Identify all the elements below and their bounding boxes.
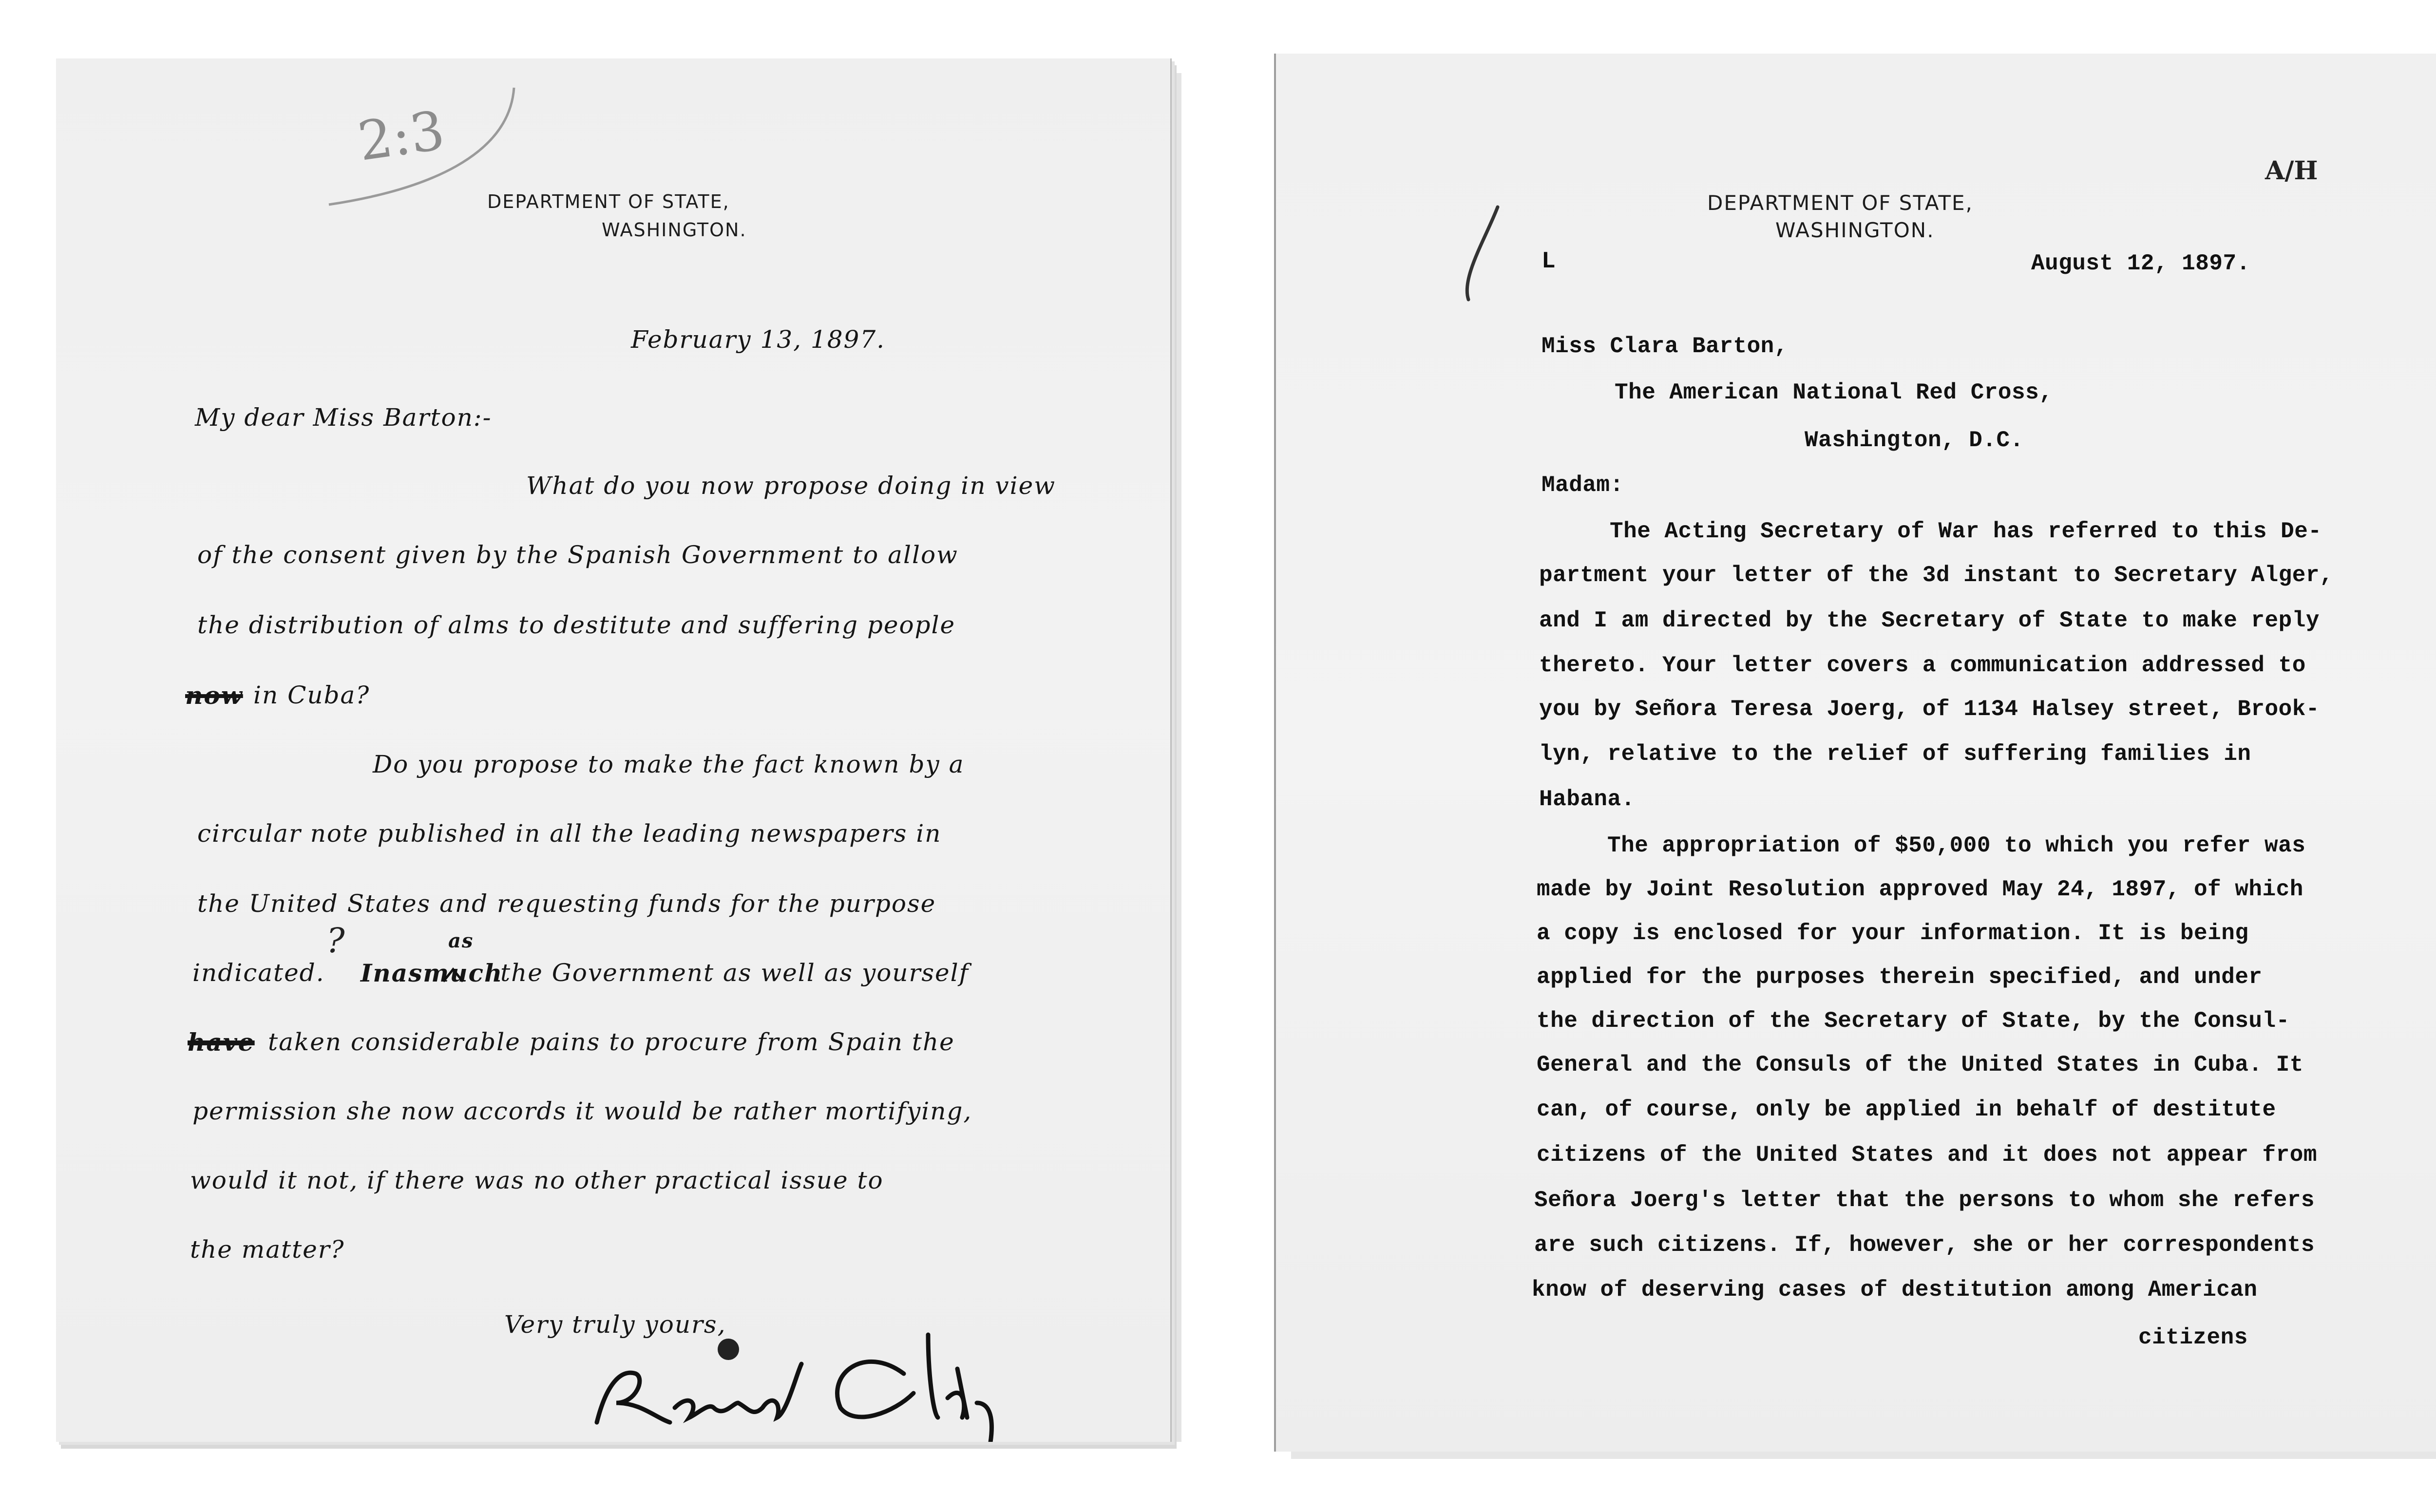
right-body-line: the direction of the Secretary of State, by the Consul- [1537, 1008, 2290, 1034]
right-body-line: made by Joint Resolution approved May 24, 1897, of which [1537, 877, 2303, 902]
right-body-line: partment your letter of the 3d instant to Secretary Alger, [1539, 563, 2334, 588]
right-letter-salutation: Madam: [1542, 472, 1624, 498]
address-line: The American National Red Cross, [1615, 380, 2053, 405]
right-body-line: thereto. Your letter covers a communication addressed to [1539, 653, 2306, 678]
insertion-as: as [448, 929, 474, 952]
left-body-line: the matter? [190, 1235, 345, 1264]
left-letter-page [56, 58, 1172, 1442]
left-letter-salutation: My dear Miss Barton:- [195, 403, 492, 432]
left-body-line: would it not, if there was no other practical issue to [190, 1166, 884, 1194]
right-letter-date: August 12, 1897. [2031, 251, 2250, 276]
left-body-line: of the consent given by the Spanish Government to allow [197, 541, 958, 569]
right-body-line: and I am directed by the Secretary of State to make reply [1539, 608, 2320, 633]
inserted-question-mark: ? [326, 921, 345, 961]
right-body-line: General and the Consuls of the United States in Cuba. It [1537, 1052, 2303, 1077]
right-letterhead-line1: DEPARTMENT OF STATE, [1707, 191, 1973, 215]
address-line: Miss Clara Barton, [1542, 334, 1788, 359]
left-body-line: the Government as well as yourself [500, 959, 970, 987]
left-body-line: taken considerable pains to procure from Spain the [268, 1028, 955, 1056]
right-body-line: can, of course, only be applied in behalf of destitute [1537, 1097, 2276, 1122]
right-body-line: Habana. [1539, 787, 1635, 812]
struck-word: now [185, 681, 243, 710]
left-letter-date: February 13, 1897. [631, 325, 886, 354]
file-mark: A/H [2265, 156, 2318, 186]
right-body-line: citizens of the United States and it does not appear from [1537, 1142, 2317, 1168]
binding-gap [1184, 39, 1276, 1476]
right-body-line: lyn, relative to the relief of suffering families in [1539, 741, 2251, 767]
left-body-line: What do you now propose doing in view [526, 472, 1056, 500]
catchword: citizens [2138, 1325, 2248, 1350]
left-body-line: Do you propose to make the fact known by a [373, 750, 965, 778]
address-line: Washington, D.C. [1805, 428, 2024, 453]
right-body-line: The appropriation of $50,000 to which you refer was [1607, 833, 2306, 858]
right-body-line: know of deserving cases of destitution among American [1532, 1277, 2258, 1303]
right-letter-page [1274, 54, 2436, 1452]
left-letterhead-line1: DEPARTMENT OF STATE, [487, 191, 730, 212]
left-letter-closing: Very truly yours, [504, 1310, 726, 1339]
margin-mark: L [1542, 248, 1556, 275]
left-body-line: circular note published in all the leading newspapers in [197, 819, 942, 848]
left-body-line: indicated. [192, 959, 325, 987]
left-body-line: Inasmuch [361, 959, 503, 987]
left-body-line: the distribution of alms to destitute and suffering people [197, 611, 956, 639]
right-body-line: The Acting Secretary of War has referred to this De- [1610, 519, 2322, 544]
right-body-line: applied for the purposes therein specified, and under [1537, 964, 2263, 990]
left-body-line: permission she now accords it would be rather mortifying, [192, 1097, 972, 1125]
left-body-line: the United States and requesting funds for the purpose [197, 889, 936, 918]
left-letterhead-line2: WASHINGTON. [602, 219, 747, 241]
right-body-line: are such citizens. If, however, she or her correspondents [1534, 1232, 2315, 1258]
struck-word-have: have [188, 1028, 255, 1057]
right-letterhead-line2: WASHINGTON. [1775, 218, 1935, 242]
right-body-line: Señora Joerg's letter that the persons to whom she refers [1534, 1188, 2315, 1213]
pencil-note: 2:3 [354, 99, 449, 173]
left-body-line: in Cuba? [253, 681, 370, 709]
right-body-line: a copy is enclosed for your information. It is being [1537, 921, 2249, 946]
right-body-line: you by Señora Teresa Joerg, of 1134 Halsey street, Brook- [1539, 697, 2320, 722]
